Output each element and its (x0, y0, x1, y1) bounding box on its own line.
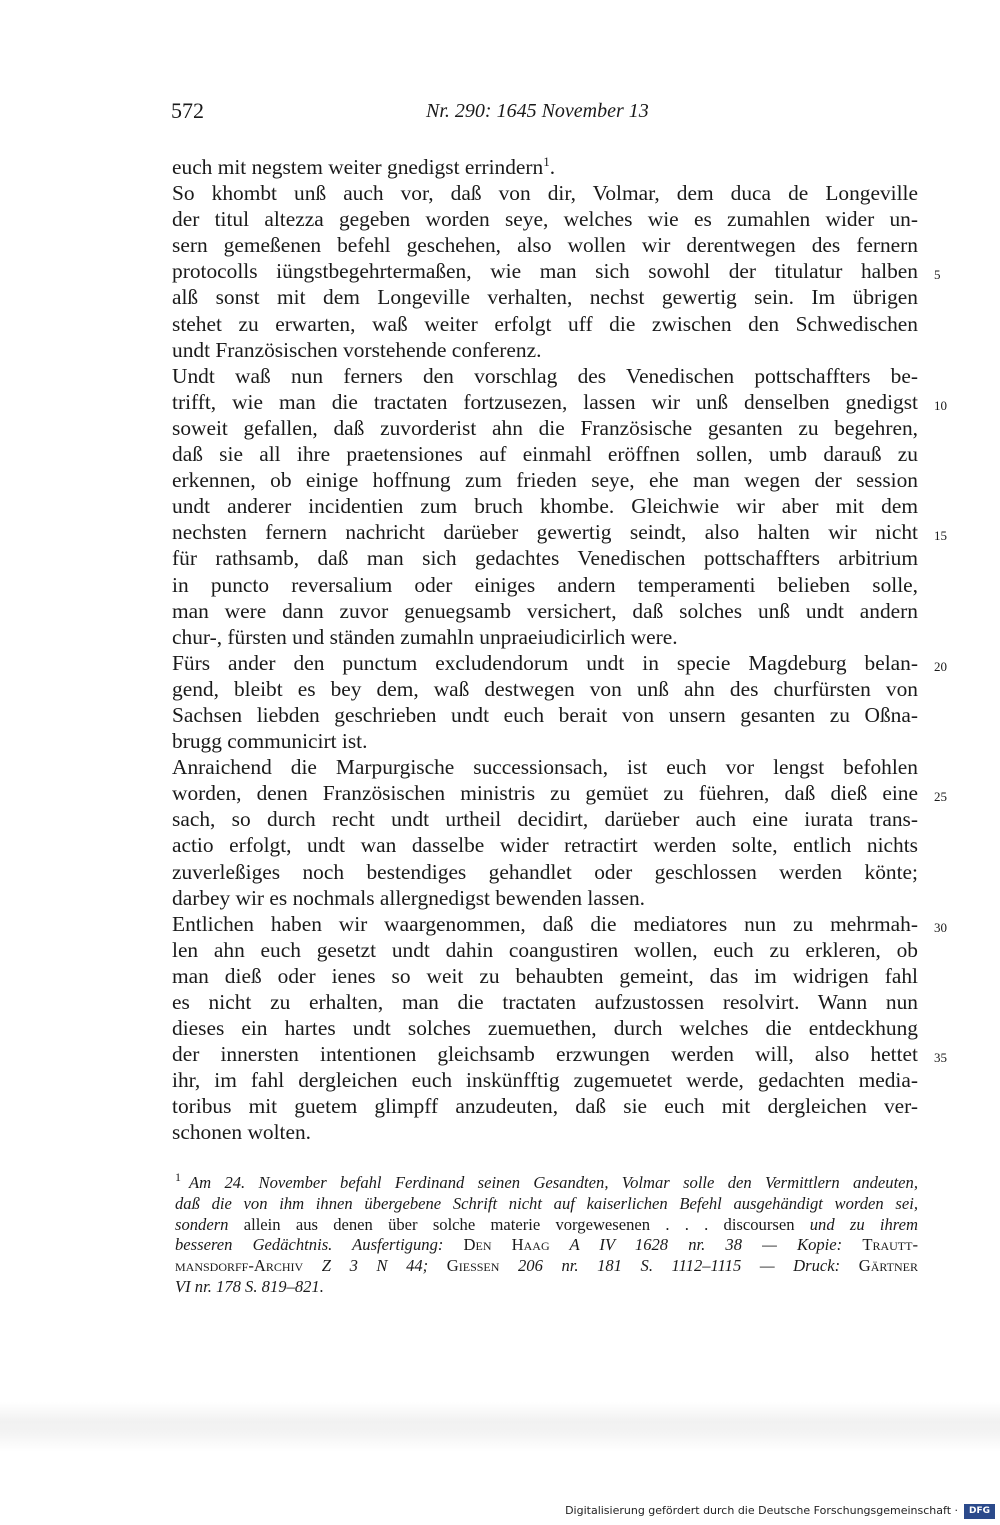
text-line (172, 337, 918, 363)
text-line (172, 572, 918, 598)
text-line-content: darbey wir es nochmals allergnedigst bewenden lassen. (172, 885, 646, 910)
text-line (172, 389, 947, 415)
text-line-content: Entlichen haben wir waargenommen, daß die mediatores nun zu mehrmah- (172, 911, 918, 936)
text-line-content: chur-, fürsten und ständen zumahln unpraeiudicirlich were. (172, 624, 678, 649)
text-line-content: schonen wolten. (172, 1120, 312, 1145)
footnote-marker: 1 (175, 1170, 181, 1185)
text-line-content: protocolls iüngstbegehrtermaßen, wie man sich sowohl der titulatur halben (172, 259, 918, 284)
footnote-segment: daß die von ihm ihnen übergebene Schrift nicht auf kaiserlichen Befehl ausgehändigt worden sei, (175, 1193, 918, 1213)
running-head: Nr. 290: 1645 November 13 (426, 100, 649, 122)
text-line-content: man were dann zuvor genuegsamb versichert, daß solches unß undt andern (172, 598, 918, 623)
text-line (172, 1093, 918, 1119)
text-line (172, 363, 918, 389)
text-line (172, 415, 918, 441)
text-line (172, 676, 918, 702)
text-line (172, 154, 918, 180)
text-line-content: für rathsamb, daß man sich gedachtes Venedischen pottschaffters arbitrium (172, 546, 918, 571)
footnote-segment: Den Haag (463, 1235, 550, 1255)
text-line (172, 702, 918, 728)
text-line (172, 467, 918, 493)
text-line-content: in puncto reversalium oder einiges andern temperamenti belieben solle, (172, 572, 918, 597)
footnote-line (175, 1256, 918, 1277)
footnote-segment: A IV 1628 nr. 38 — Kopie: (549, 1235, 863, 1255)
text-line-content: Undt waß nun ferners den vorschlag des Venedischen pottschaffters be- (172, 363, 918, 388)
text-line (172, 1015, 918, 1041)
text-line-content: stehet zu erwarten, waß weiter erfolgt uff die zwischen den Schwedischen (172, 311, 918, 336)
text-line (172, 206, 918, 232)
text-line-content: Sachsen liebden geschrieben undt euch berait von unsern gesanten zu Oßna- (172, 702, 918, 727)
text-line-content: Anraichend die Marpurgische successionsach, ist euch vor lengst befohlen (172, 755, 918, 780)
text-line (172, 989, 918, 1015)
text-line-content: soweit gefallen, daß zuvorderist ahn die Französische gesanten zu begehren, (172, 415, 918, 440)
text-line-content: nechsten fernern nachricht darüeber gewertig seindt, also halten wir nicht (172, 520, 918, 545)
dfg-logo: DFG (964, 1504, 995, 1519)
text-line (172, 441, 918, 467)
line-number: 10 (934, 397, 947, 413)
text-line-content: worden, denen Französischen ministris zu gemüet zu füehren, daß dieß eine (172, 781, 918, 806)
footnote-reference[interactable]: 1 (543, 153, 550, 169)
text-line-content: der innersten intentionen gleichsamb erzwungen werden will, also hettet (172, 1042, 918, 1067)
text-line-content: toribus mit guetem glimpff anzudeuten, daß sie euch mit dergleichen ver- (172, 1094, 918, 1119)
text-line-content: erkennen, ob einige hoffnung zum frieden seye, ehe man wegen der session (172, 468, 918, 493)
text-line-content: actio erfolgt, undt wan dasselbe wider retractirt werden solte, entlich nichts (172, 833, 918, 858)
text-line-content: man dieß oder ienes so weit zu behaubten gemeint, das im widrigen fahl (172, 963, 918, 988)
text-line-content: len ahn euch gesetzt undt dahin coangustiren wollen, euch zu erkleren, ob (172, 937, 918, 962)
text-line-content: trifft, wie man die tractaten fortzusezen, lassen wir unß denselben gnedigst (172, 389, 918, 414)
text-line (172, 232, 918, 258)
text-line-content: sach, so durch recht undt urtheil decidirt, darüeber auch eine iurata trans- (172, 807, 918, 832)
main-text (172, 153, 947, 1146)
line-number: 30 (934, 919, 947, 935)
text-line (172, 519, 947, 545)
footnote-segment: 206 nr. 181 S. 1112–1115 — Druck: (499, 1256, 859, 1276)
footnote-segment: Trautt- (862, 1235, 918, 1255)
scan-shadow-band (0, 1402, 1000, 1452)
text-line (172, 624, 918, 650)
line-number: 35 (934, 1050, 947, 1066)
footnote-segment: besseren Gedächtnis. Ausfertigung: (175, 1235, 464, 1255)
text-line (172, 545, 918, 571)
text-line (172, 806, 918, 832)
text-line (172, 859, 918, 885)
text-line (172, 258, 941, 284)
text-line-content: es nicht zu erhalten, man die tractaten aufzustossen resolvirt. Wann nun (172, 990, 918, 1014)
footnote-line (175, 1194, 918, 1215)
footnote-line (175, 1277, 918, 1298)
footnote-segment: VI nr. 178 S. 819–821. (175, 1276, 324, 1296)
text-line (172, 754, 918, 780)
text-line (172, 493, 918, 519)
footnote-segment: und zu ihrem (809, 1214, 918, 1234)
footnote-line (175, 1235, 918, 1256)
footnote-segment: sondern (175, 1214, 229, 1234)
footnote-segment: Am 24. November befahl Ferdinand seinen Gesandten, Volmar solle den Vermittlern andeuten, (189, 1173, 918, 1192)
footnote (175, 1170, 918, 1298)
footnote-line (175, 1170, 918, 1194)
line-number: 5 (934, 267, 941, 283)
text-line (172, 885, 918, 911)
footer (0, 1500, 1000, 1525)
footnote-segment: Giessen (446, 1256, 500, 1276)
text-line (172, 963, 918, 989)
text-line-content: brugg communicirt ist. (172, 729, 368, 754)
text-line-content: der titul altezza gegeben worden seye, welches wie es zumahlen wider un- (172, 207, 918, 232)
text-line-content: zuverleßiges noch bestendiges gehandlet oder geschlossen werden könte; (172, 859, 918, 884)
text-line-content: ihr, im fahl dergleichen euch inskünfftig zugemuetet werde, gedachten media- (172, 1068, 918, 1093)
text-line-content: undt anderer incidentien zum bruch khombe. Gleichwie wir aber mit dem (172, 494, 918, 519)
text-line (172, 1041, 947, 1067)
text-line (172, 937, 918, 963)
line-number: 15 (934, 528, 947, 544)
text-line-content: daß sie all ihre praetensiones auf einmahl eröffnen sollen, umb darauß zu (172, 442, 918, 467)
footnote-segment: Z 3 N 44; (303, 1256, 447, 1276)
text-line (172, 284, 918, 310)
text-line (172, 1067, 918, 1093)
text-line (172, 911, 947, 937)
text-line-content: Fürs ander den punctum excludendorum undt in specie Magdeburg belan- (172, 650, 918, 675)
page-number: 572 (171, 98, 204, 123)
text-line (172, 180, 918, 206)
text-line (172, 598, 918, 624)
footnote-line (175, 1215, 918, 1236)
text-line (172, 780, 947, 806)
text-line (172, 832, 918, 858)
text-line-content: alß sonst mit dem Longeville verhalten, nechst gewertig sein. Im übrigen (172, 285, 918, 310)
text-line-content: undt Französischen vorstehende conferenz. (172, 337, 542, 362)
text-line-content: sern gemeßenen befehl geschehen, also wollen wir derentwegen des fernern (172, 233, 918, 258)
text-line-content: gend, bleibt es bey dem, waß destwegen von unß ahn des churfürsten von (172, 676, 918, 701)
text-line-content: dieses ein hartes undt solches zuemuethen, durch welches die entdeckhung (172, 1016, 918, 1041)
line-number: 20 (934, 658, 947, 674)
footer-credit: Digitalisierung gefördert durch die Deutsche Forschungsgemeinschaft · (565, 1504, 958, 1517)
line-number: 25 (934, 789, 947, 805)
text-line (172, 728, 918, 754)
text-line (172, 311, 918, 337)
text-line-content: euch mit negstem weiter gnedigst errindern$^1$. (172, 153, 556, 179)
text-line (172, 650, 947, 676)
footnote-segment: Gärtner (858, 1256, 918, 1276)
text-line (172, 1119, 918, 1145)
footnote-segment: mansdorff-Archiv (175, 1256, 304, 1276)
text-line-content: So khombt unß auch vor, daß von dir, Volmar, dem duca de Longeville (172, 181, 918, 206)
footnote-segment: allein aus denen über solche materie vorgewesenen . . . discoursen (228, 1214, 810, 1234)
